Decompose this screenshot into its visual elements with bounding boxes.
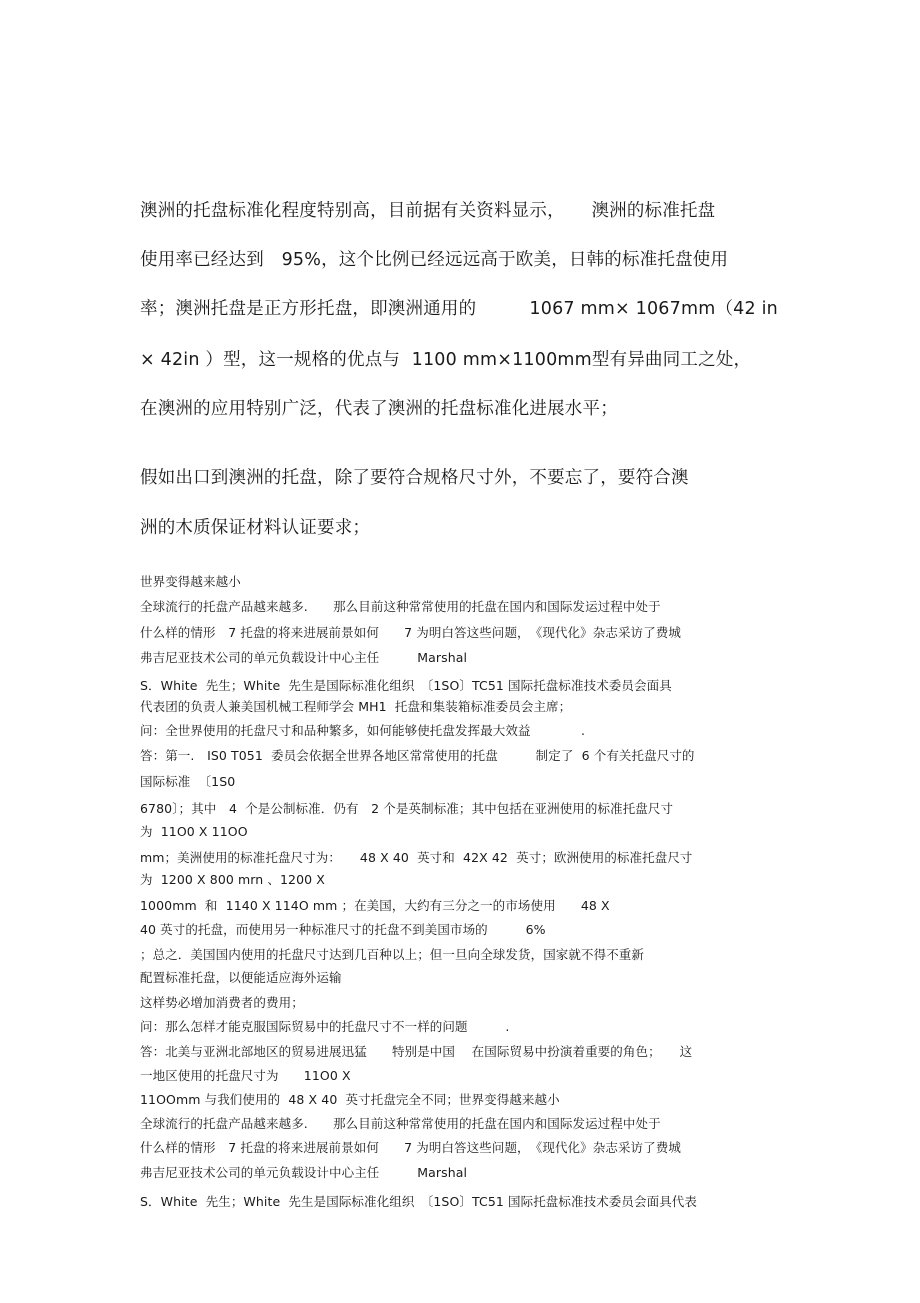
body-line: 答：北美与亚洲北部地区的贸易进展迅猛 特别是中国 在国际贸易中扮演着重要的角色； 这 <box>140 1044 693 1059</box>
body-line: 为 1200 X 800 mrn 、1200 X <box>140 872 325 887</box>
body-line: S．White 先生；White 先生是国际标准化组织 〔1SO〕TC51 国际托盘标准技术委员会面具代表 <box>140 1194 698 1209</box>
paragraph1-line: 在澳洲的应用特别广泛，代表了澳洲的托盘标准化进展水平； <box>140 399 618 419</box>
paragraph2-line: 假如出口到澳洲的托盘，除了要符合规格尺寸外，不要忘了，要符合澳 <box>140 468 689 488</box>
body-line: 国际标准 〔1S0 <box>140 774 236 789</box>
body-line: 答：第一. IS0 T051 委员会依据全世界各地区常常使用的托盘 制定了 6 个有关托盘尺寸的 <box>140 748 695 763</box>
body-line: 40 英寸的托盘，而使用另一种标准尺寸的托盘不到美国市场的 6% <box>140 922 546 937</box>
paragraph1-line: 使用率已经达到 95%，这个比例已经远远高于欧美，日韩的标准托盘使用 <box>140 250 729 270</box>
paragraph2-line: 洲的木质保证材料认证要求； <box>140 518 371 538</box>
paragraph1-line: 率；澳洲托盘是正方形托盘，即澳洲通用的 1067 mm× 1067mm（42 in <box>140 299 778 319</box>
body-line: 6780〕；其中 4 个是公制标准．仍有 2 个是英制标准；其中包括在亚洲使用的标准托盘尺寸 <box>140 801 674 816</box>
body-line: 代表团的负责人兼美国机械工程师学会 MH1 托盘和集装箱标准委员会主席； <box>140 699 572 714</box>
body-line: 11OOmm 与我们使用的 48 X 40 英寸托盘完全不同；世界变得越来越小 <box>140 1092 560 1107</box>
paragraph1-line: × 42in ）型，这一规格的优点与 1100 mm×1100mm型有异曲同工之处， <box>140 350 752 370</box>
body-line: 一地区使用的托盘尺寸为 11O0 X <box>140 1068 351 1083</box>
body-line: 弗吉尼亚技术公司的单元负载设计中心主任 Marshal <box>140 650 468 665</box>
body-line: 为 11O0 X 11OO <box>140 824 248 839</box>
body-line: ；总之．美国国内使用的托盘尺寸达到几百种以上；但一旦向全球发货，国家就不得不重新 <box>140 947 645 962</box>
body-line: 问：那么怎样才能克服国际贸易中的托盘尺寸不一样的问题 . <box>140 1019 510 1034</box>
paragraph1-line: 澳洲的托盘标准化程度特别高，目前据有关资料显示， 澳洲的标准托盘 <box>140 201 716 221</box>
body-line: 配置标准托盘，以便能适应海外运输 <box>140 970 342 985</box>
body-line: 全球流行的托盘产品越来越多. 那么目前这种常常使用的托盘在国内和国际发运过程中处于 <box>140 599 661 614</box>
body-line: 世界变得越来越小 <box>140 574 241 589</box>
body-line: 什么样的情形 7 托盘的将来进展前景如何 7 为明白答这些问题， 《现代化》杂志采访了费城 <box>140 625 681 640</box>
body-line: 弗吉尼亚技术公司的单元负载设计中心主任 Marshal <box>140 1165 468 1180</box>
body-line: 全球流行的托盘产品越来越多. 那么目前这种常常使用的托盘在国内和国际发运过程中处于 <box>140 1116 661 1131</box>
body-line: mm；美洲使用的标准托盘尺寸为： 48 X 40 英寸和 42X 42 英寸；欧洲使用的标准托盘尺寸 <box>140 850 693 865</box>
body-line: 什么样的情形 7 托盘的将来进展前景如何 7 为明白答这些问题， 《现代化》杂志采访了费城 <box>140 1140 681 1155</box>
body-line: 这样势必增加消费者的费用； <box>140 995 304 1010</box>
body-line: 1000mm 和 1140 X 114O mm ；在美国，大约有三分之一的市场使用 48 X <box>140 898 610 913</box>
body-line: S．White 先生；White 先生是国际标准化组织 〔1SO〕TC51 国际托盘标准技术委员会面具 <box>140 678 672 693</box>
body-line: 问：全世界使用的托盘尺寸和品种繁多，如何能够使托盘发挥最大效益 . <box>140 723 586 738</box>
